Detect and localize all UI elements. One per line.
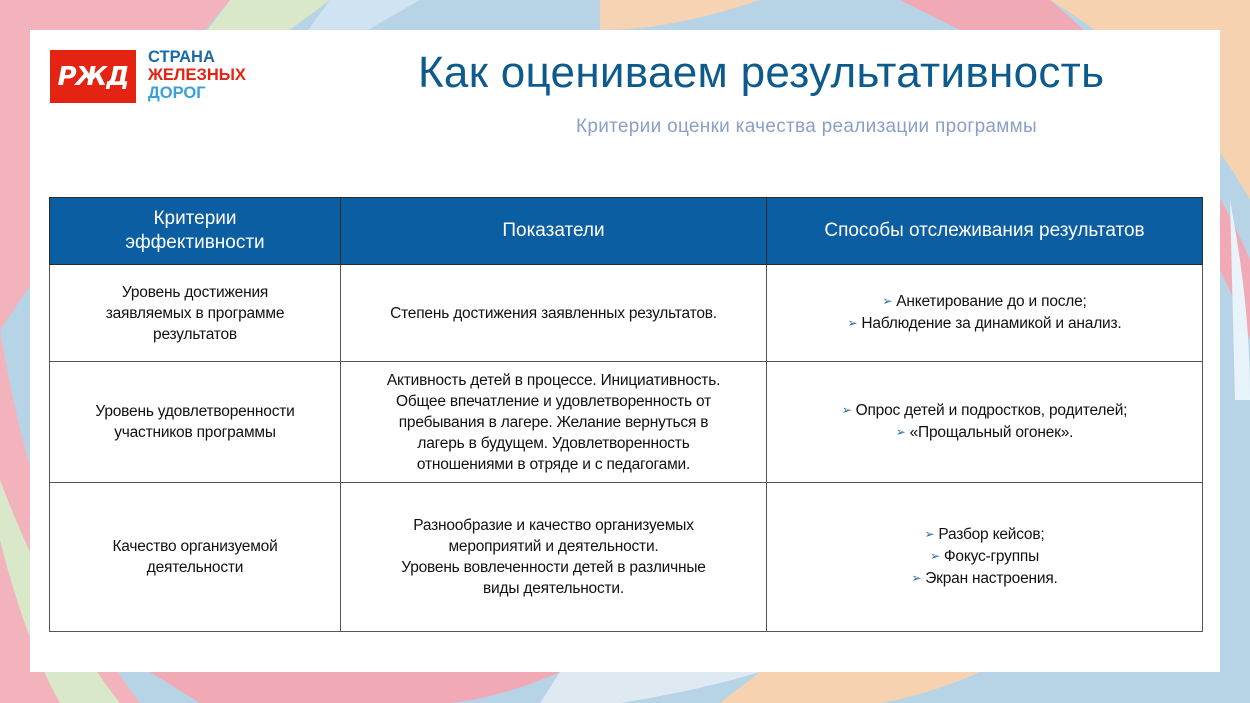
cell-line: отношениями в отряде и с педагогами. [416,455,691,473]
criteria-table [49,197,1203,632]
logo-line-3: ДОРОГ [148,84,206,102]
methods-cell [767,483,1203,632]
column-header-methods [767,198,1203,265]
rzd-logo [50,50,260,106]
cell-line: лагерь в будущем. Удовлетворенность [417,434,690,452]
method-text: «Прощальный огонек». [909,424,1074,441]
method-text: Разбор кейсов; [938,526,1045,543]
methods-cell [767,362,1203,483]
table-row [50,265,1203,362]
cell-line: Уровень достижения [121,283,269,301]
arrow-bullet-icon: ➢ [895,425,906,439]
methods-cell [767,265,1203,362]
indicators-cell [341,362,767,483]
logo-tagline [148,48,246,102]
method-bullet [775,524,1194,546]
method-bullet [775,291,1194,313]
table-row [50,483,1203,632]
cell-line: Степень достижения заявленных результатов. [390,304,717,322]
arrow-bullet-icon: ➢ [924,527,935,541]
method-text: Фокус-группы [943,548,1040,565]
cell-line: участников программы [114,424,276,441]
method-text: Опрос детей и подростков, родителей; [855,402,1128,419]
arrow-bullet-icon: ➢ [911,571,922,585]
method-text: Наблюдение за динамикой и анализ. [861,315,1122,332]
indicators-cell [341,265,767,362]
cell-line: Активность детей в процессе. Инициативность. [386,371,721,389]
arrow-bullet-icon: ➢ [841,403,852,417]
column-header-criteria [50,198,341,265]
cell-line: Качество организуемой [112,538,278,555]
page-subtitle: Критерии оценки качества реализации программы [576,116,1037,137]
cell-line: деятельности [146,559,244,576]
column-header-line: эффективности [125,232,265,253]
table-header-row [50,198,1203,265]
criterion-cell [50,265,341,362]
method-bullet [775,422,1194,444]
table-row [50,362,1203,483]
column-header-line: Критерии [153,208,237,229]
method-bullet [775,313,1194,335]
column-header-line: Способы отслеживания результатов [824,220,1145,241]
slide-panel [30,30,1220,672]
arrow-bullet-icon: ➢ [882,294,893,308]
method-text: Анкетирование до и после; [896,293,1087,310]
page-title: Как оцениваем результативность [418,48,1105,97]
column-header-line: Показатели [502,220,605,241]
cell-line: Уровень вовлеченности детей в различные [401,559,706,576]
method-bullet [775,568,1194,590]
cell-line: Общее впечатление и удовлетворенность от [396,392,711,410]
criterion-cell [50,483,341,632]
logo-line-2: ЖЕЛЕЗНЫХ [148,66,246,84]
cell-line: Разнообразие и качество организуемых [413,517,694,534]
logo-line-1: СТРАНА [148,48,215,66]
method-text: Экран настроения. [925,570,1058,587]
rzd-logo-mark-text: РЖД [57,61,129,92]
cell-line: пребывания в лагере. Желание вернуться в [398,413,709,431]
indicators-cell [341,483,767,632]
arrow-bullet-icon: ➢ [929,549,940,563]
cell-line: результатов [153,325,237,343]
column-header-indicators [341,198,767,265]
cell-line: заявляемых в программе [105,304,285,322]
criterion-cell [50,362,341,483]
rzd-logo-mark [50,50,136,103]
method-bullet [775,546,1194,568]
cell-line: мероприятий и деятельности. [448,538,659,555]
method-bullet [775,400,1194,422]
arrow-bullet-icon: ➢ [847,316,858,330]
cell-line: Уровень удовлетворенности [95,403,295,420]
cell-line: виды деятельности. [483,580,624,597]
